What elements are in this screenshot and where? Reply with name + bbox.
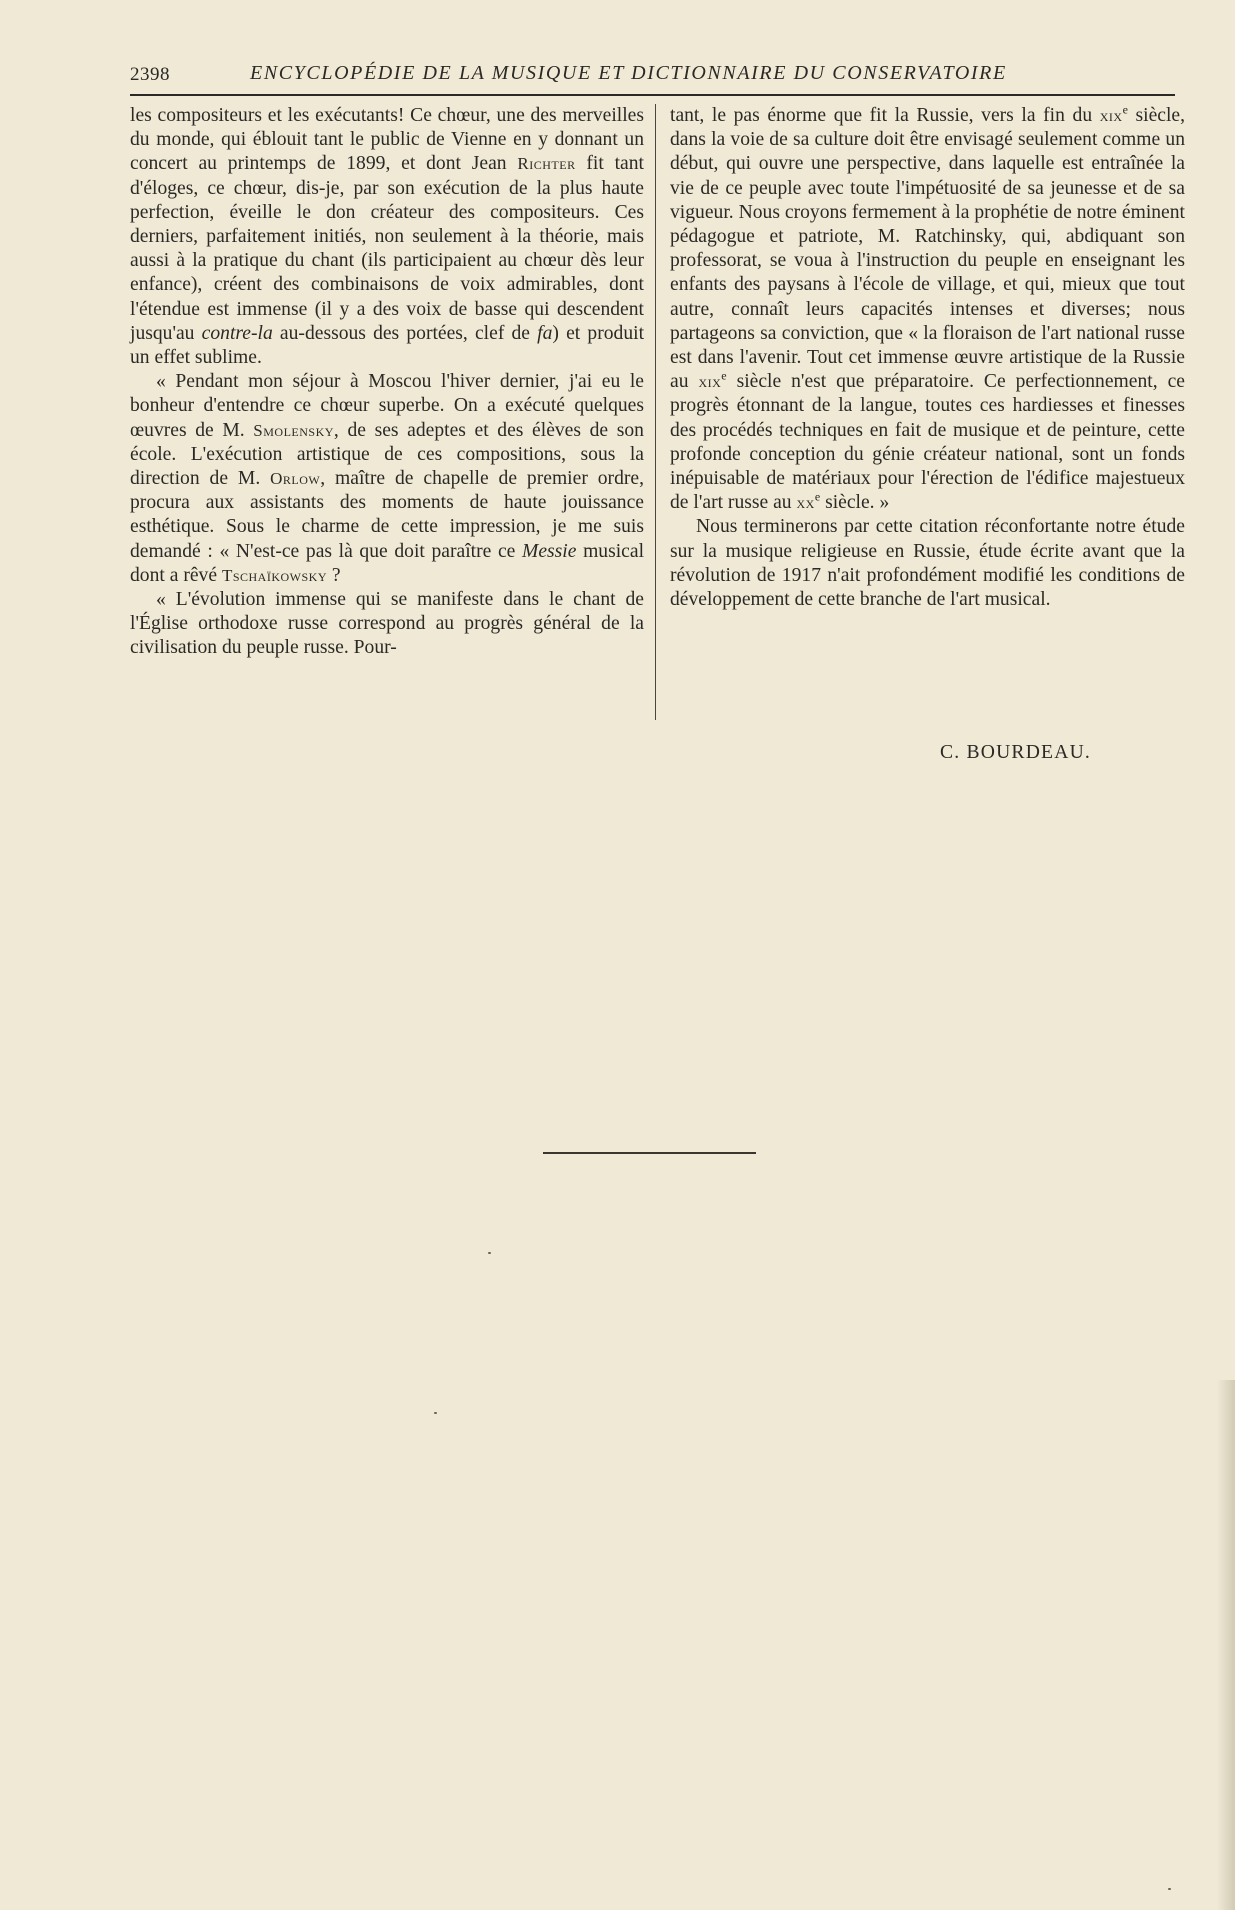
- text-run: les compositeurs et les exécutants! Ce chœur, une des merveilles du monde, qui éblouit tant le public de Vienne en y donnant un concert au printemps de 1899, et dont Jean: [130, 105, 644, 175]
- text-run: tant, le pas énorme que fit la Russie, vers la fin du: [670, 105, 1100, 126]
- text-run: ?: [327, 564, 341, 586]
- page-number: 2398: [130, 64, 170, 85]
- paragraph: [670, 104, 1185, 515]
- column-divider: [655, 104, 656, 720]
- text-run: musical dont a rêvé: [130, 540, 645, 586]
- text-run: siècle n'est que préparatoire. Ce perfectionnement, ce progrès étonnant de la langue, toutes ces hardiesses et finesses des procédés techniques en fait de musique et de peinture, cette profonde conception du génie créateur national, sont un fonds inépuisable de matériaux pour l'érection de l'édifice majestueux de l'art russe au: [670, 371, 1185, 514]
- text-run: « Pendant mon séjour à Moscou l'hiver dernier, j'ai eu le bonheur d'entendre ce chœur superbe. On a exécuté quelques œuvres de M.: [130, 371, 644, 441]
- paragraph: [130, 588, 644, 661]
- text-run: siècle, dans la voie de sa culture doit être envisagé seulement comme un début, qui ouvre une perspective, dans laquelle est entraînée la vie de ce peuple avec toute l'impétuosité de sa jeunesse et de sa vigueur. Nous croyons fermement à la prophétie de notre éminent pédagogue et patriote, M. Ratchinsky, qui, abdiquant son professorat, se voua à l'instruction du peuple en enseignant les enfants des paysans à l'école de village, et qui, mieux que tout autre, connaît leurs capacités intenses et diverses; nous partageons sa conviction, que « la floraison de l'art national russe est dans l'avenir. Tout cet immense œuvre artistique de la Russie au: [670, 105, 1185, 393]
- century-numeral: xix: [698, 372, 722, 392]
- person-name: Tschaïkowsky: [221, 565, 328, 585]
- text-run: siècle. »: [820, 492, 890, 514]
- person-name: Smolensky: [253, 420, 334, 440]
- running-title: ENCYCLOPÉDIE DE LA MUSIQUE ET DICTIONNAIRE DU CONSERVATOIRE: [250, 62, 1007, 84]
- right-column: [670, 104, 1185, 612]
- text-run: , de ses adeptes et des élèves de son école. L'exécution artistique de ces compositions, sous la direction de M.: [130, 419, 644, 490]
- paragraph: [130, 104, 644, 370]
- paper-speck: [488, 1252, 491, 1254]
- text-run: , maître de chapelle de premier ordre, procura aux assistants des moments de haute jouissance esthétique. Sous le charme de cette impression, je me suis demandé : « N'est-ce pas là que doit paraître ce: [130, 468, 644, 562]
- page-edge-shadow: [1217, 1380, 1235, 1910]
- superscript: e: [721, 368, 727, 383]
- text-run: ) et produit un effet sublime.: [130, 322, 645, 369]
- superscript: e: [1122, 102, 1128, 117]
- century-numeral: xix: [1099, 106, 1123, 125]
- paragraph: [670, 515, 1185, 612]
- text-run: au-dessous des portées, clef de: [272, 322, 538, 344]
- italic-term: Messie: [522, 540, 577, 562]
- century-numeral: xx: [796, 493, 815, 513]
- italic-term: contre-la: [201, 322, 273, 344]
- author-signature: C. BOURDEAU.: [940, 742, 1092, 763]
- person-name: Orlow: [270, 469, 321, 489]
- paper-speck: [434, 1412, 437, 1414]
- text-run: Nous terminerons par cette citation réconfortante notre étude sur la musique religieuse en Russie, étude écrite avant que la révolution de 1917 n'ait profondément modifié les conditions de développement de cette branche de l'art musical.: [670, 516, 1185, 611]
- text-run: fit tant d'éloges, ce chœur, dis-je, par son exécution de la plus haute perfection, éveille le don créateur des compositeurs. Ces derniers, parfaitement initiés, non seulement à la théorie, mais aussi à la pratique du chant (ils participaient au chœur dès leur enfance), créent des combinaisons de voix admirables, dont l'étendue est immense (il y a des voix de basse qui descendent jusqu'au: [130, 153, 644, 344]
- text-run: « L'évolution immense qui se manifeste dans le chant de l'Église orthodoxe russe correspond au progrès général de la civilisation du peuple russe. Pour-: [130, 589, 644, 659]
- paragraph: [130, 370, 644, 588]
- paper-speck: [1168, 1888, 1171, 1890]
- header-rule: [130, 94, 1175, 96]
- page-header: [130, 62, 1175, 92]
- section-end-rule: [543, 1152, 756, 1154]
- person-name: Richter: [517, 154, 576, 174]
- left-column: [130, 104, 644, 661]
- superscript: e: [814, 489, 821, 504]
- italic-term: fa: [537, 322, 553, 344]
